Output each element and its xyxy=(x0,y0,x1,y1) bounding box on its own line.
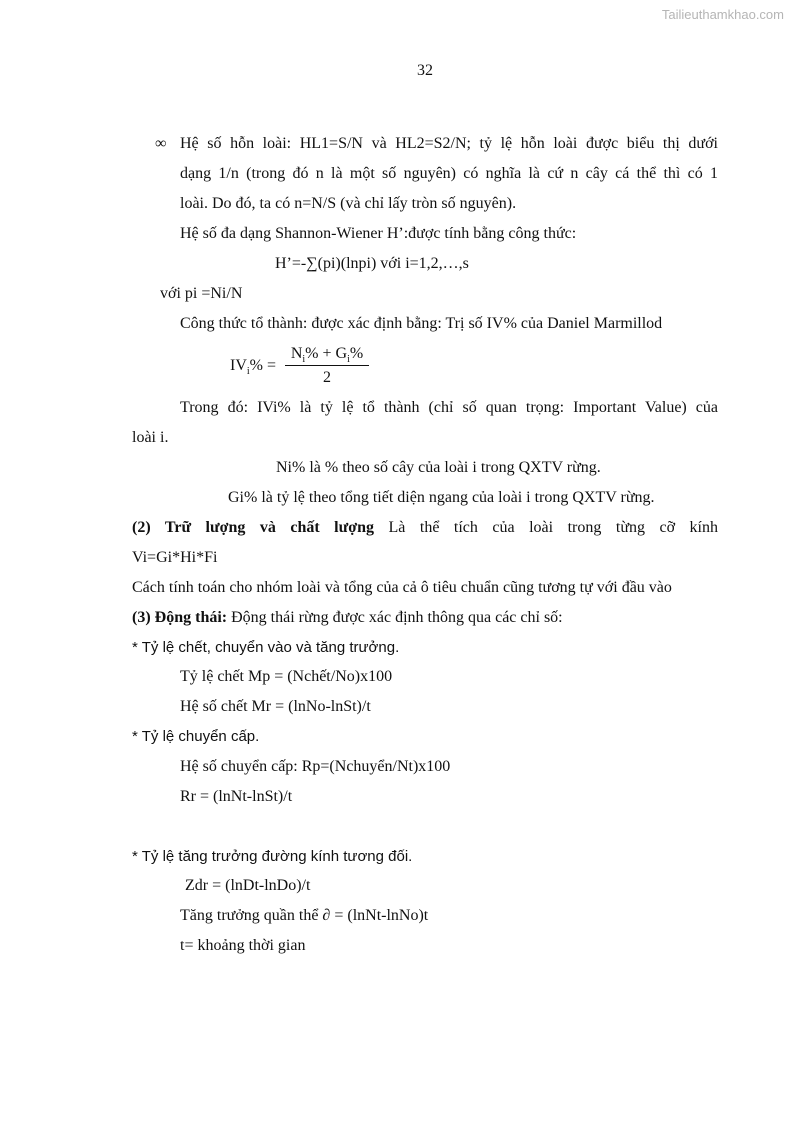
section3-line xyxy=(132,609,563,627)
section2-text: Là thể tích của loài trong từng cỡ kính xyxy=(374,519,718,536)
where-line2: loài i. xyxy=(132,429,169,446)
mr-formula: Hệ số chết Mr = (lnNo-lnSt)/t xyxy=(180,698,371,715)
section2-heading: (2) Trữ lượng và chất lượng xyxy=(132,519,374,536)
para1-line2: dạng 1/n (trong đó n là một số nguyên) có nghĩa là cứ n cây cá thể thì có 1 xyxy=(180,165,718,182)
t-definition: t= khoảng thời gian xyxy=(180,937,306,954)
rp-formula: Hệ số chuyển cấp: Rp=(Nchuyển/Nt)x100 xyxy=(180,758,451,775)
mp-formula: Tỷ lệ chết Mp = (Nchết/No)x100 xyxy=(180,668,393,685)
growth-heading: * Tỷ lệ tăng trưởng đường kính tương đối. xyxy=(132,848,413,865)
bullet-infinity-icon: ∞ xyxy=(155,135,167,152)
iv-formula-denominator: 2 xyxy=(323,369,331,386)
shannon-formula: H’=-∑(pi)(lnpi) với i=1,2,…,s xyxy=(275,255,469,272)
iv-formula-lhs: $IV_i\%$ = xyxy=(230,357,277,378)
watermark: Tailieuthamkhao.com xyxy=(661,7,784,22)
ni-definition: Ni% là % theo số cây của loài i trong QXTV rừng. xyxy=(276,459,601,476)
iv-formula-numerator: $N_i\% + G_i\%$ xyxy=(290,345,364,366)
section3-heading: (3) Động thái: xyxy=(132,609,228,626)
population-growth: Tăng trưởng quần thể ∂ = (lnNt-lnNo)t xyxy=(180,907,429,924)
rr-formula: Rr = (lnNt-lnSt)/t xyxy=(180,788,293,805)
page-number: 32 xyxy=(417,62,433,79)
shannon-intro: Hệ số đa dạng Shannon-Wiener H’:được tính bằng công thức: xyxy=(180,225,577,242)
where-line1: Trong đó: IVi% là tỷ lệ tổ thành (chỉ số quan trọng: Important Value) của xyxy=(180,399,718,416)
section2-line1 xyxy=(132,519,718,537)
pi-definition: với pi =Ni/N xyxy=(160,285,243,302)
para1-line3: loài. Do đó, ta có n=N/S (và chỉ lấy tròn số nguyên). xyxy=(180,195,517,212)
transfer-heading: * Tỷ lệ chuyển cấp. xyxy=(132,728,260,745)
calc-line: Cách tính toán cho nhóm loài và tổng của cả ô tiêu chuẩn cũng tương tự với đầu vào xyxy=(132,579,672,596)
para1-line1: Hệ số hỗn loài: HL1=S/N và HL2=S2/N; tỷ lệ hỗn loài được biểu thị dưới xyxy=(180,135,718,152)
section3-text: Động thái rừng được xác định thông qua các chỉ số: xyxy=(227,609,563,626)
gi-definition: Gi% là tỷ lệ theo tổng tiết diện ngang của loài i trong QXTV rừng. xyxy=(228,489,655,506)
section2-line2: Vi=Gi*Hi*Fi xyxy=(132,549,218,566)
iv-intro: Công thức tổ thành: được xác định bằng: Trị số IV% của Daniel Marmillod xyxy=(180,315,663,332)
zdr-formula: Zdr = (lnDt-lnDo)/t xyxy=(185,877,311,894)
mortality-heading: * Tỷ lệ chết, chuyển vào và tăng trưởng. xyxy=(132,639,400,656)
fraction-bar xyxy=(285,365,369,366)
